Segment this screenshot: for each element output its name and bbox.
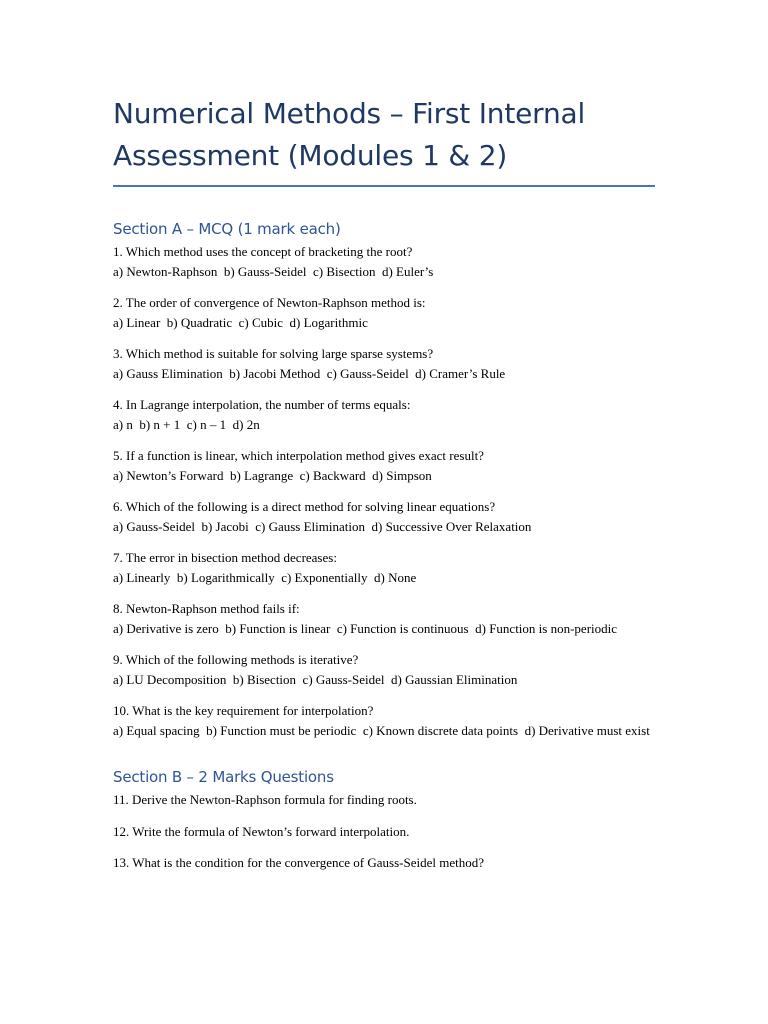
question-text: 6. Which of the following is a direct method for solving linear equations? <box>113 499 496 514</box>
question-12: 12. Write the formula of Newton’s forward interpolation. <box>113 823 410 839</box>
question-5 <box>113 446 655 485</box>
question-options: a) Linearly b) Logarithmically c) Exponentially d) None <box>113 569 417 585</box>
question-options: a) Linear b) Quadratic c) Cubic d) Logarithmic <box>113 314 368 330</box>
question-text: 1. Which method uses the concept of bracketing the root? <box>113 244 413 259</box>
question-text: 10. What is the key requirement for interpolation? <box>113 703 374 718</box>
question-text: 2. The order of convergence of Newton-Raphson method is: <box>113 295 426 310</box>
question-6 <box>113 497 655 536</box>
section-b-heading: Section B – 2 Marks Questions <box>113 768 334 786</box>
question-options: a) Gauss-Seidel b) Jacobi c) Gauss Elimination d) Successive Over Relaxation <box>113 518 532 534</box>
question-8 <box>113 599 655 638</box>
document-title: Numerical Methods – First Internal Assessment (Modules 1 & 2) <box>113 97 586 172</box>
question-text: 7. The error in bisection method decreases: <box>113 550 337 565</box>
title-underline <box>113 185 655 187</box>
question-options: a) Newton-Raphson b) Gauss-Seidel c) Bisection d) Euler’s <box>113 263 434 279</box>
question-3 <box>113 344 655 383</box>
question-options: a) Derivative is zero b) Function is linear c) Function is continuous d) Function is non-periodic <box>113 620 618 636</box>
question-text: 5. If a function is linear, which interpolation method gives exact result? <box>113 448 484 463</box>
question-13: 13. What is the condition for the convergence of Gauss-Seidel method? <box>113 855 485 870</box>
question-text: 8. Newton-Raphson method fails if: <box>113 601 300 616</box>
question-options: a) Newton’s Forward b) Lagrange c) Backward d) Simpson <box>113 467 432 483</box>
section-b-questions <box>113 790 655 873</box>
question-options: a) Equal spacing b) Function must be periodic c) Known discrete data points d) Derivative must exist <box>113 722 650 738</box>
question-9 <box>113 650 655 689</box>
question-text: 4. In Lagrange interpolation, the number of terms equals: <box>113 397 411 412</box>
question-options: a) Gauss Elimination b) Jacobi Method c) Gauss-Seidel d) Cramer’s Rule <box>113 365 506 381</box>
question-4 <box>113 395 655 434</box>
question-options: a) LU Decomposition b) Bisection c) Gauss-Seidel d) Gaussian Elimination <box>113 671 518 687</box>
section-a-questions <box>113 242 655 740</box>
question-options: a) n b) n + 1 c) n – 1 d) 2n <box>113 416 260 432</box>
section-a-heading: Section A – MCQ (1 mark each) <box>113 220 341 238</box>
document-page <box>113 0 655 873</box>
question-10 <box>113 701 655 740</box>
question-text: 3. Which method is suitable for solving large sparse systems? <box>113 346 434 361</box>
question-11: 11. Derive the Newton-Raphson formula for finding roots. <box>113 792 417 807</box>
question-7 <box>113 548 655 587</box>
question-text: 9. Which of the following methods is iterative? <box>113 652 359 667</box>
question-1 <box>113 242 655 281</box>
question-2 <box>113 293 655 332</box>
